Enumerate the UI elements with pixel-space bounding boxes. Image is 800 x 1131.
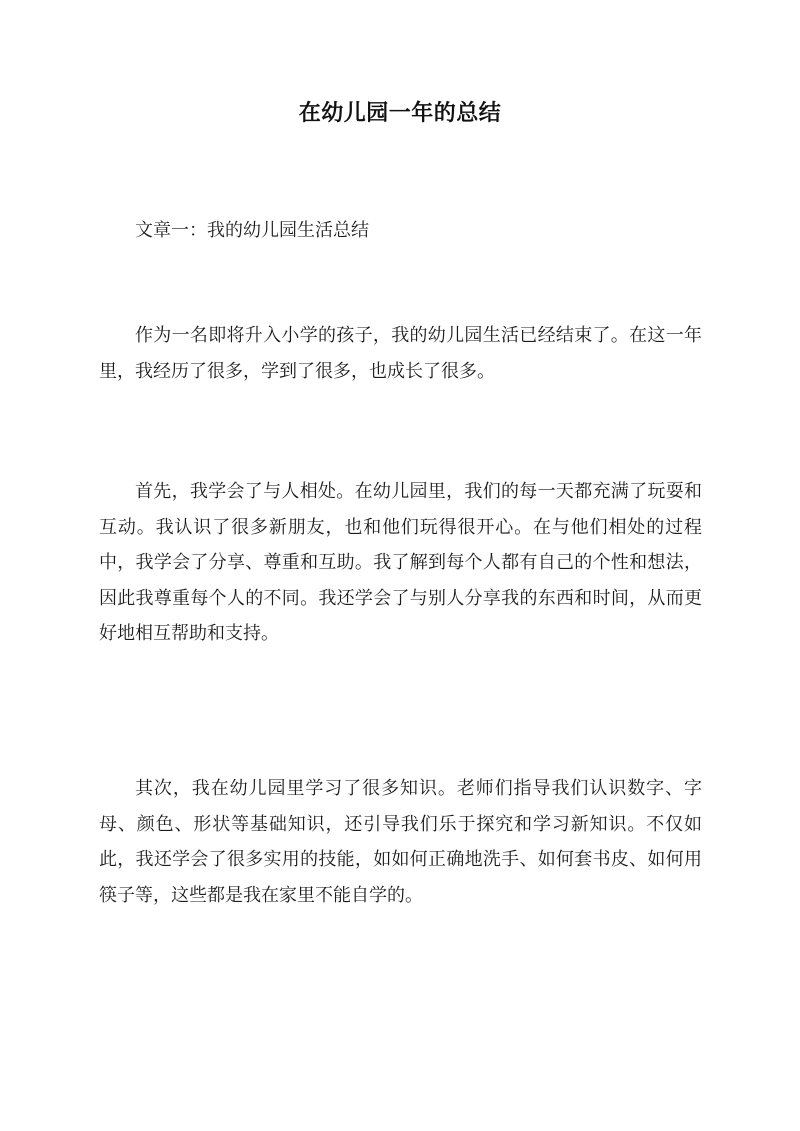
document-title: 在幼儿园一年的总结 — [298, 100, 502, 126]
paragraph-getting-along: 首先，我学会了与人相处。在幼儿园里，我们的每一天都充满了玩耍和互动。我认识了很多新朋友，也和他们玩得很开心。在与他们相处的过程中，我学会了分享、尊重和互助。我了解到每个人都有自己的个性和想法，因此我尊重每个人的不同。我还学会了与别人分享我的东西和时间，从而更好地相互帮助和支持。 — [99, 481, 702, 644]
article-heading: 文章一：我的幼儿园生活总结 — [135, 220, 369, 241]
paragraph-intro: 作为一名即将升入小学的孩子，我的幼儿园生活已经结束了。在这一年里，我经历了很多，学到了很多，也成长了很多。 — [99, 325, 702, 382]
paragraph-learning: 其次，我在幼儿园里学习了很多知识。老师们指导我们认识数字、字母、颜色、形状等基础知识，还引导我们乐于探究和学习新知识。不仅如此，我还学会了很多实用的技能，如如何正确地洗手、如何套书皮、如何用筷子等，这些都是我在家里不能自学的。 — [99, 778, 702, 906]
